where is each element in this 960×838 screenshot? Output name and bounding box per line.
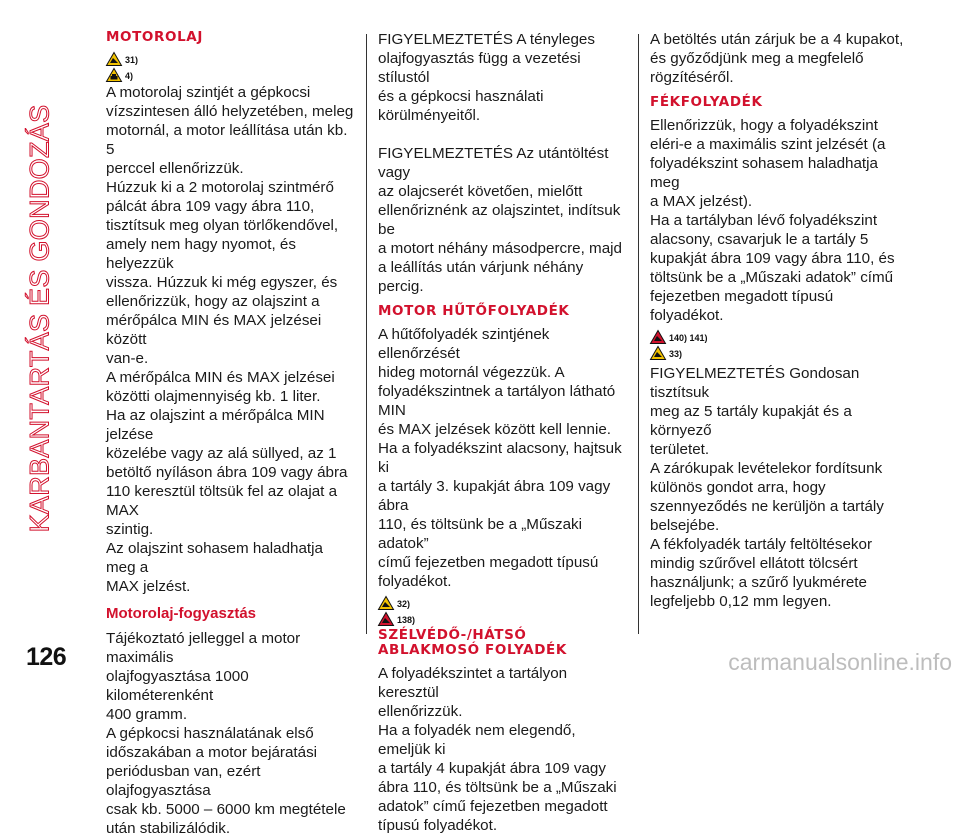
olajfogyasztas-text: Tájékoztató jelleggel a motor maximális olajfogyasztása 1000 kilométerenként 400 gramm. A gépkocsi használatának első időszakában a motor bejáratási periódusban van, ezért olajfogyasztása csak kb. 5000 – 6000 km megtétele után stabilizálódik. <box>106 630 346 837</box>
warning-ref-text: 138) <box>397 615 416 625</box>
warning-ref-text: 31) <box>125 55 139 65</box>
hutofolyadek-text: A hűtőfolyadék szintjének ellenőrzését hideg motornál végezzük. A folyadékszintnek a tartályon látható MIN és MAX jelzések között kell lennie. Ha a folyadékszint alacsony, hajtsuk ki a tartály 3. kupakját ábra 109 vagy ábra 110, és töltsünk be a „Műszaki adatok” című fejezetben megadott típusú folyadékot. <box>378 326 622 590</box>
heading-motorolaj: MOTOROLAJ <box>106 29 203 45</box>
warning-triangle-icon <box>650 346 666 360</box>
figyelmeztetes-1: FIGYELMEZTETÉS A tényleges olajfogyasztás függ a vezetési stílustól és a gépkocsi használati körülményeitől. <box>378 31 595 124</box>
caution-ref <box>106 67 356 82</box>
warning-ref <box>106 51 356 66</box>
column-2 <box>378 30 632 835</box>
section-title-text: KARBANTARTÁS ÉS GONDOZÁS <box>24 104 55 533</box>
betoltes-text: A betöltés után zárjuk be a 4 kupakot, és győződjünk meg a megfelelő rögzítéséről. <box>650 31 904 86</box>
heading-hutofolyadek: MOTOR HŰTŐFOLYADÉK <box>378 303 570 319</box>
warning-triangle-icon <box>106 52 122 66</box>
subheading-olajfogyasztas: Motorolaj-fogyasztás <box>106 605 257 622</box>
warning-ref-text: 33) <box>669 349 683 359</box>
ablakmoso-text: A folyadékszintet a tartályon keresztül ellenőrizzük. Ha a folyadék nem elegendő, emeljük ki a tartály 4 kupakját ábra 109 vagy ábra 110, és töltsünk be a „Műszaki adatok” című fejezetben megadott típusú folyadékot. <box>378 665 617 834</box>
heading-ablakmoso <box>378 628 632 658</box>
motorolaj-text: A motorolaj szintjét a gépkocsi vízszintesen álló helyzetében, meleg motornál, a motor leállítása után kb. 5 perccel ellenőrizzük. Húzzuk ki a 2 motorolaj szintmérő pálcát ábra 109 vagy ábra 110, tisztítsuk meg olyan törlőkendővel, amely nem hagy nyomot, és helyezzük vissza. Húzzuk ki még egyszer, és ellenőrizzük, hogy az olajszint a mérőpálca MIN és MAX jelzései között van-e. A mérőpálca MIN és MAX jelzései közötti olajmennyiség kb. 1 liter. Ha az olajszint a mérőpálca MIN jelzése közelébe vagy az alá süllyed, az 1 betöltő nyíláson ábra 109 vagy ábra 110 keresztül töltsük fel az olajat a MAX szintig. Az olajszint sohasem haladhatja meg a MAX jelzést. <box>106 84 354 595</box>
heading-ablakmoso-line2: ABLAKMOSÓ FOLYADÉK <box>378 642 567 658</box>
warning-triangle-icon <box>378 612 394 626</box>
warning-ref-text: 32) <box>397 599 411 609</box>
warning-ref-text: 140) 141) <box>669 333 708 343</box>
figyelmeztetes-2: FIGYELMEZTETÉS Az utántöltést vagy az olajcserét követően, mielőtt ellenőriznénk az olajszintet, indítsuk be a motort néhány másodpercre, majd a leállítás után várjunk néhány percig. <box>378 145 622 295</box>
warning-triangle-icon <box>378 596 394 610</box>
heading-fekfolyadek: FÉKFOLYADÉK <box>650 94 763 110</box>
warning-ref <box>650 329 908 344</box>
warning-ref <box>378 595 632 610</box>
figyelmeztetes-3: FIGYELMEZTETÉS Gondosan tisztítsuk meg az 5 tartály kupakját és a környező területet. A zárókupak levételekor fordítsunk különös gondot arra, hogy szennyeződés ne kerüljön a tartály belsejébe. A fékfolyadék tartály feltöltésekor mindig szűrővel ellátott tölcsért használjunk; a szűrő lyukmérete legfeljebb 0,12 mm legyen. <box>650 365 884 610</box>
heading-ablakmoso-line1: SZÉLVÉDŐ-/HÁTSÓ <box>378 627 527 643</box>
fekfolyadek-text: Ellenőrizzük, hogy a folyadékszint eléri-e a maximális szint jelzését (a folyadékszint sohasem haladhatja meg a MAX jelzést). Ha a tartályban lévő folyadékszint alacsony, csavarjuk le a tartály 5 kupakját ábra 109 vagy ábra 110, és töltsünk be a „Műszaki adatok” című fejezetben megadott típusú folyadékot. <box>650 117 895 324</box>
column-3 <box>650 30 908 611</box>
column-1 <box>106 30 356 838</box>
column-divider <box>366 34 367 634</box>
page-number: 126 <box>26 643 67 671</box>
warning-ref <box>378 611 632 626</box>
column-divider <box>638 34 639 634</box>
section-title-vertical <box>18 36 62 601</box>
watermark: carmanualsonline.info <box>728 649 952 675</box>
warning-triangle-icon <box>650 330 666 344</box>
caution-triangle-icon <box>106 68 122 82</box>
caution-ref-text: 4) <box>125 71 134 81</box>
